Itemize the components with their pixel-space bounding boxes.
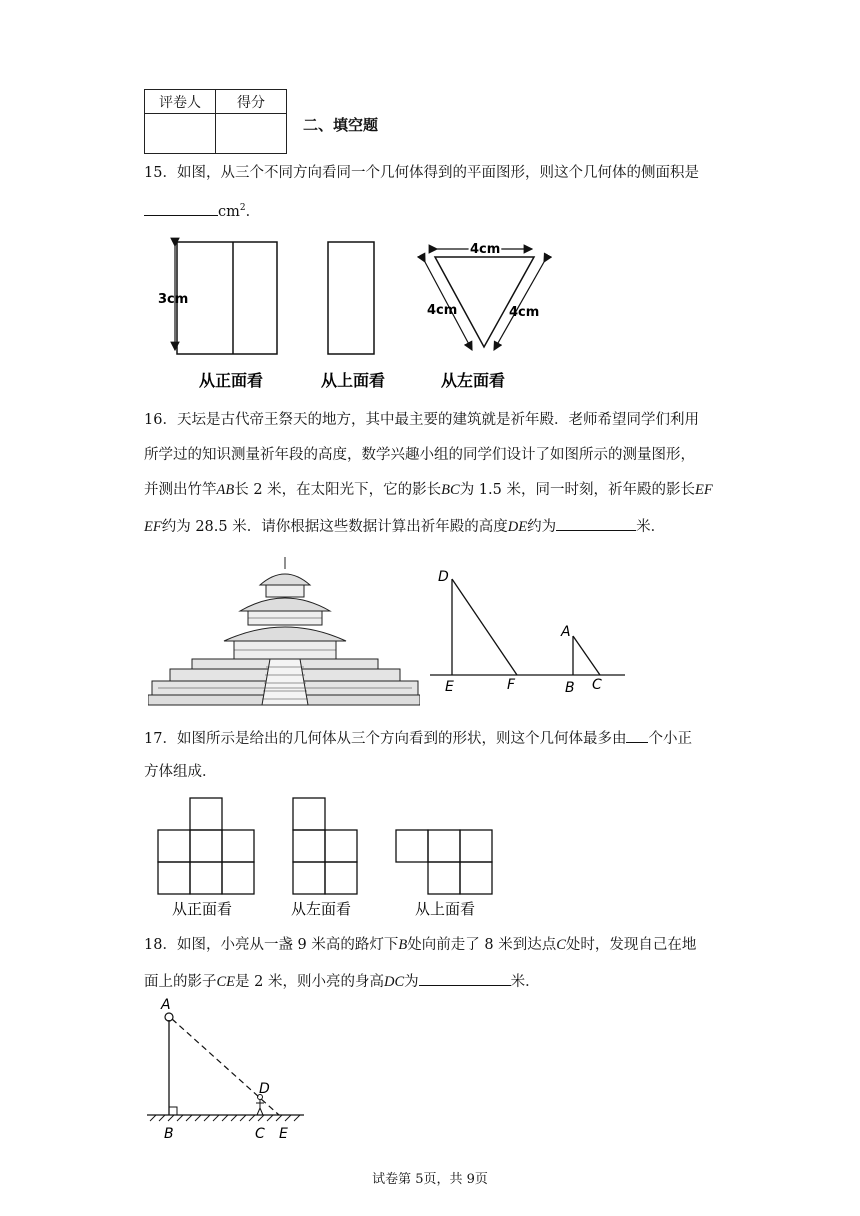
q15-dim-right: 4cm [509,305,540,320]
q15-line2 [144,198,260,222]
q18-diagram [144,995,314,1145]
light-ray [172,1019,279,1115]
section-title: 二、填空题 [303,116,379,134]
q15-front-rect [177,242,277,354]
point-label-C: C [592,677,602,693]
point-label-F: F [507,677,516,693]
q15-unit: cm [218,203,240,220]
point-label-E: E [445,679,454,695]
ground-hatching [150,1115,300,1121]
q16-line4: EF约为 28.5 米．请你根据这些数据计算出祈年殿的高度DE约为 米． [144,515,665,537]
lamp-icon [165,1013,173,1021]
q15-line1: 15．如图，从三个不同方向看同一个几何体得到的平面图形，则这个几何体的侧面积是 [144,165,699,181]
score-cell[interactable] [216,114,287,154]
q15-left-triangle [435,257,534,347]
q15-dim-top: 4cm [470,242,501,257]
q15-figure [144,232,564,394]
q17-label-left: 从左面看 [291,900,352,918]
q15-end: ． [245,203,261,220]
q18-line2: 面上的影子CE是 2 米，则小亮的身高DC为 米． [144,970,540,992]
point-label-E: E [279,1126,288,1142]
q17-top-view [396,830,492,894]
q15-label-front: 从正面看 [199,371,264,390]
q18-answer-blank[interactable] [419,970,511,986]
q15-top-rect [328,242,374,354]
point-label-D: D [438,569,449,585]
q17-front-view [158,798,254,894]
page-footer: 试卷第 5页，共 9页 [372,1172,488,1187]
q15-answer-blank[interactable] [144,200,218,216]
point-label-A: A [561,624,571,640]
q16-line2: 所学过的知识测量祈年段的高度，数学兴趣小组的同学们设计了如图所示的测量图形， [144,447,695,463]
temple-of-heaven-illustration [148,555,420,707]
q17-figure [150,795,510,920]
q15-label-left: 从左面看 [441,371,506,390]
point-label-A: A [161,997,171,1013]
q18-line1: 18．如图，小亮从一盏 9 米高的路灯下B处向前走了 8 米到达点C处时，发现自己在地 [144,937,697,953]
score-header: 得分 [216,90,287,114]
right-angle-mark [169,1107,177,1115]
reviewer-header: 评卷人 [145,90,216,114]
q15-dim-left: 4cm [427,303,458,318]
point-label-B: B [565,680,575,696]
q16-answer-blank[interactable] [556,515,636,531]
score-table [144,89,287,154]
point-label-C: C [255,1126,265,1142]
q17-label-front: 从正面看 [172,900,233,918]
q17-left-view [293,798,357,894]
segment-DF [452,579,517,675]
q15-label-top: 从上面看 [321,371,386,390]
q17-line2: 方体组成． [144,764,217,780]
point-label-B: B [164,1126,174,1142]
q17-label-top: 从上面看 [415,900,476,918]
q15-dim-height: 3cm [158,292,189,307]
point-label-D: D [259,1081,270,1097]
q17-line1: 17．如图所示是给出的几何体从三个方向看到的形状，则这个几何体最多由 个小正 [144,727,692,749]
q16-line1: 16．天坛是古代帝王祭天的地方，其中最主要的建筑就是祈年殿．老师希望同学们利用 [144,412,699,428]
q17-answer-blank[interactable] [626,727,648,743]
reviewer-cell[interactable] [145,114,216,154]
segment-AC [573,636,600,675]
q15-unit-exp: 2 [239,203,246,213]
q16-diagram [430,565,630,700]
person-icon [256,1095,264,1116]
q16-line3: 并测出竹竿AB长 2 米，在太阳光下，它的影长BC为 1.5 米，同一时刻，祈年殿的影长EF [144,482,713,498]
